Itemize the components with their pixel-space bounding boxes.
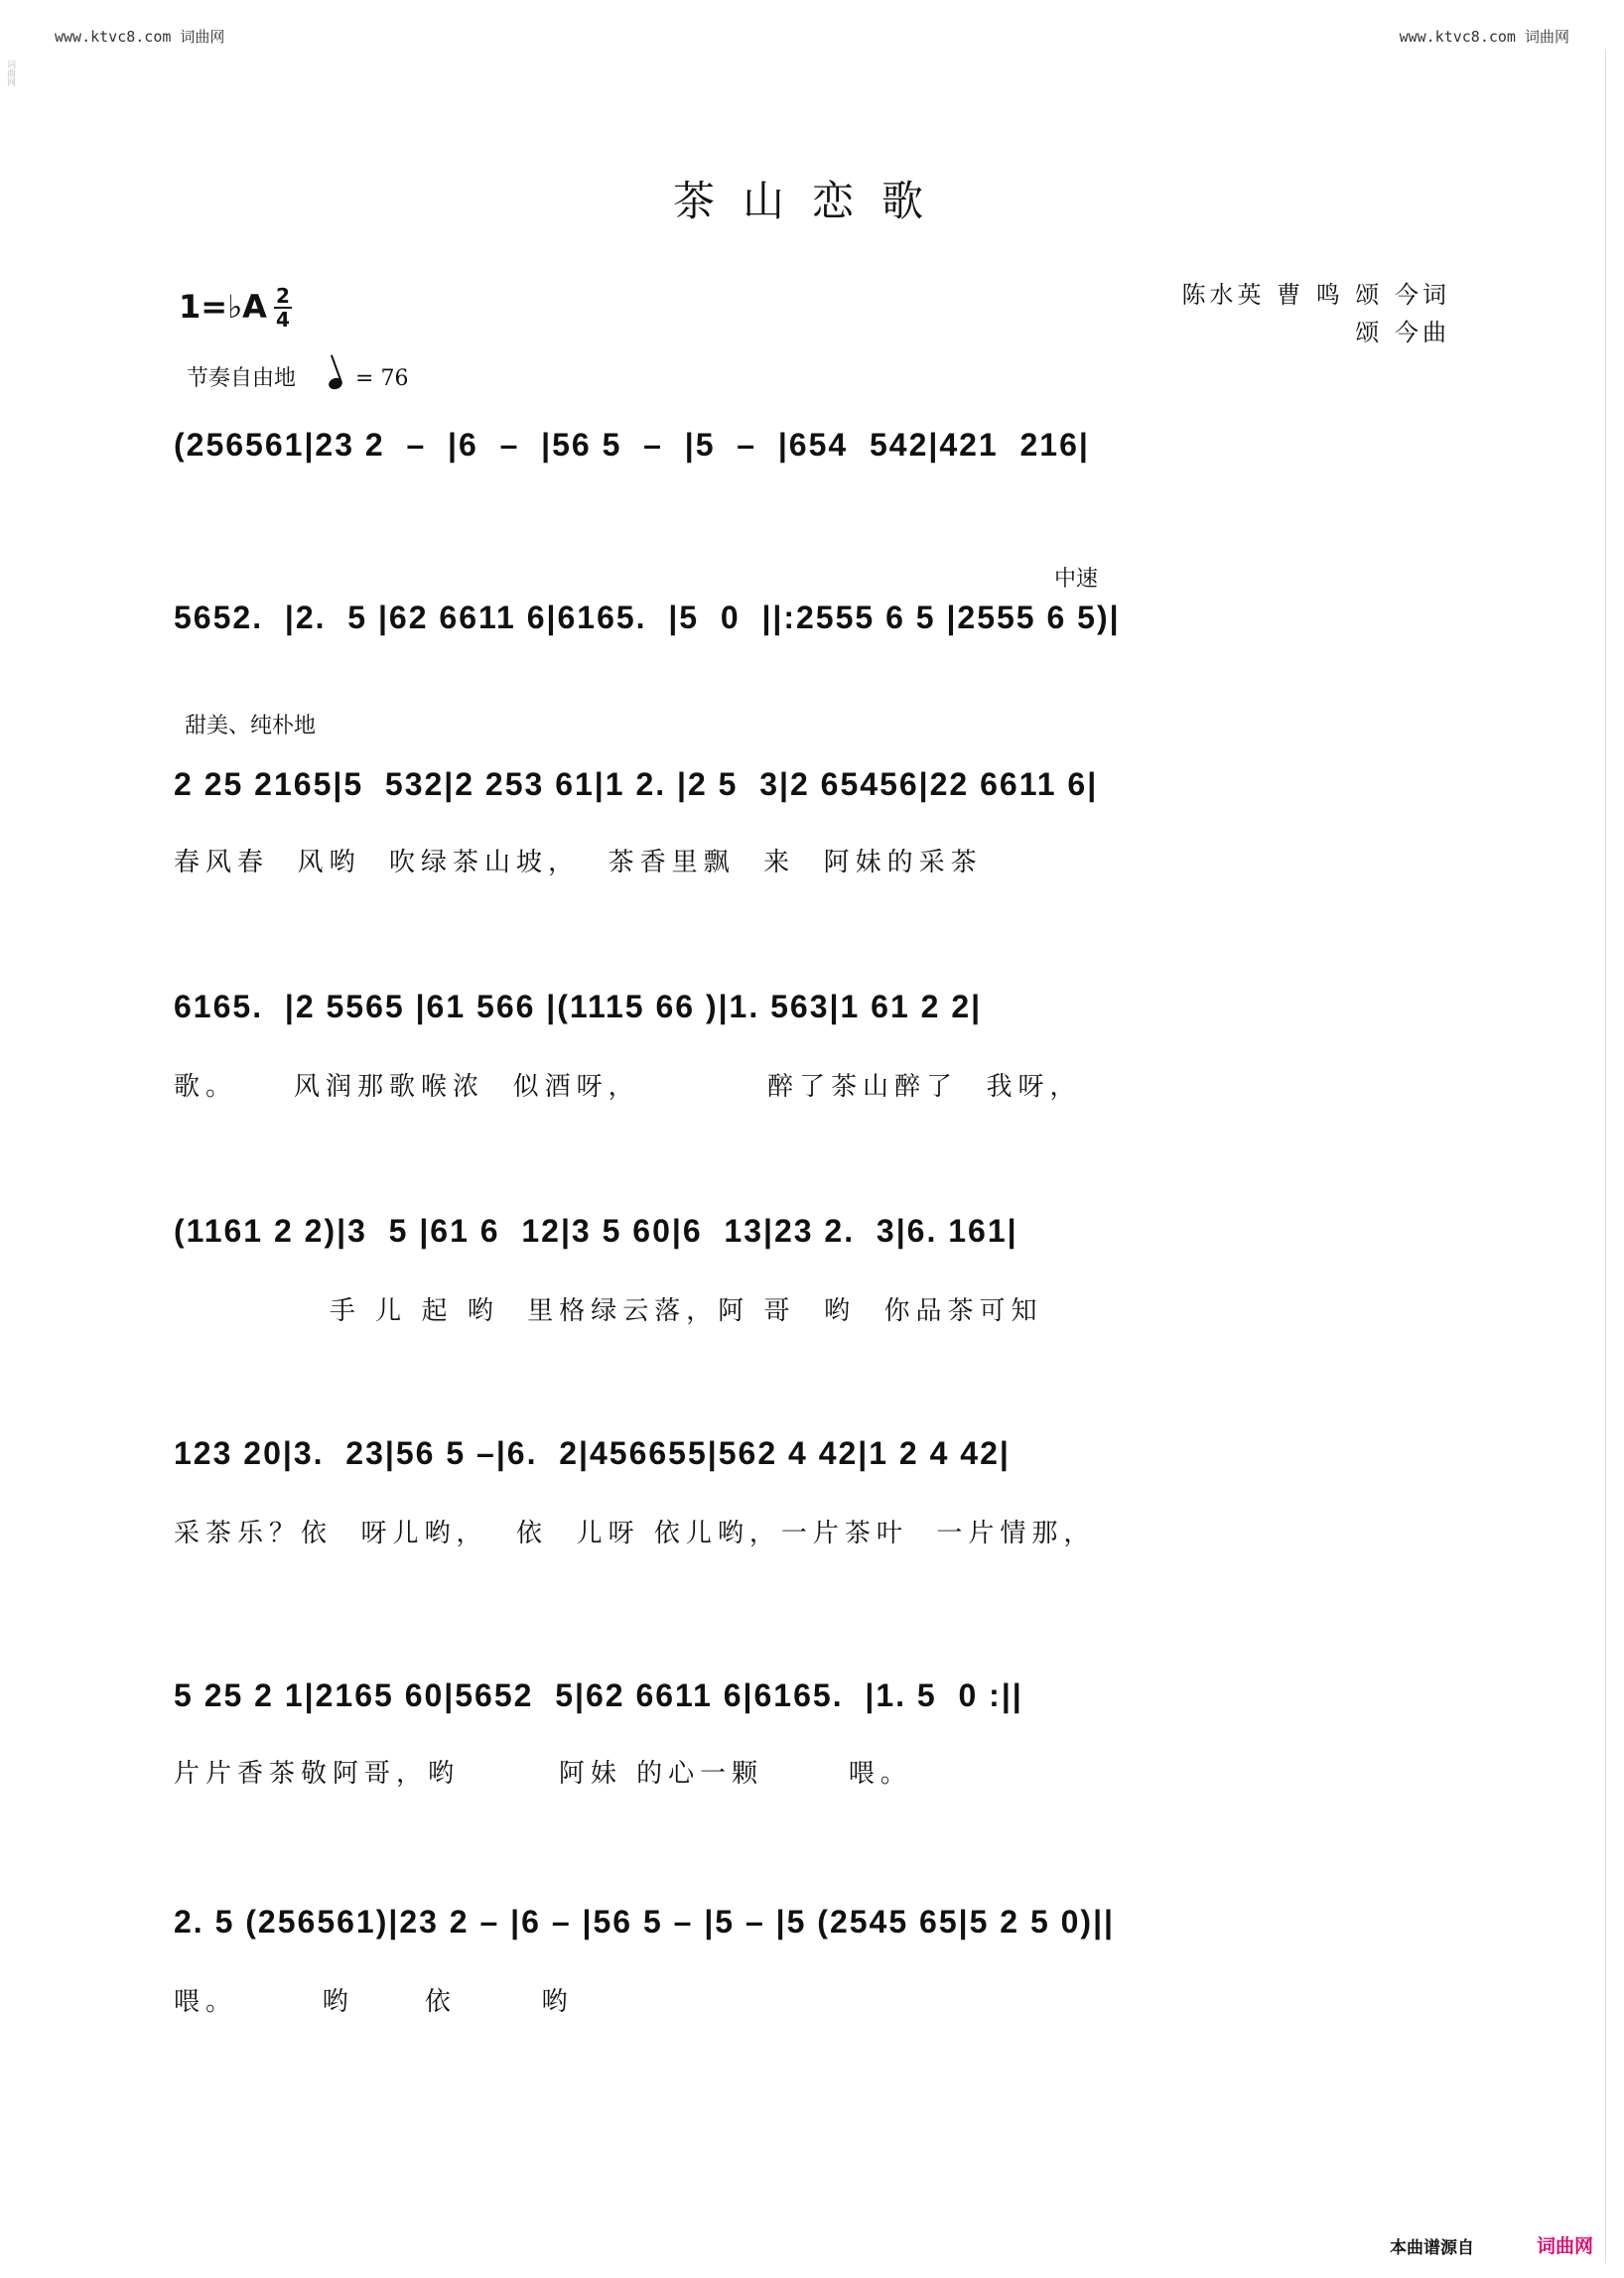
tempo-bpm: = 76 [355, 366, 409, 391]
quarter-note-icon [328, 376, 344, 391]
notation-row-4: 6165. |2 5565 |61 566 |(1115 66 )|1. 563|1 61 2 2| [174, 989, 983, 1024]
lyric-line-4: 采茶乐？依 呀儿哟， 依 儿呀 依儿哟，一片茶叶 一片情那， [174, 1519, 1096, 1548]
lyric-line-3: 手 儿 起 哟 里格绿云落，阿 哥 哟 你品茶可知 [174, 1296, 1043, 1326]
lyric-line-5: 片片香茶敬阿哥，哟 阿妹 的心一颗 喂。 [174, 1759, 912, 1789]
notation-row-3: 2 25 2165|5 532|2 253 61|1 2. |2 5 3|2 65456|22 6611 6| [174, 766, 1099, 802]
notation-row-2: 5652. |2. 5 |62 6611 6|6165. |5 0 ||:2555 6 5 |2555 6 5)| [174, 600, 1121, 635]
tempo-text: 节奏自由地 [187, 366, 297, 391]
notation-row-1: (256561|23 2 – |6 – |56 5 – |5 – |654 542|421 216| [174, 427, 1090, 463]
tempo-marking [187, 361, 408, 392]
lyric-line-2: 歌。 风润那歌喉浓 似酒呀， 醉了茶山醉了 我呀， [174, 1072, 1082, 1102]
song-title: 茶山恋歌 [672, 177, 951, 225]
header-site-left[interactable]: www.ktvc8.com 词曲网 [55, 28, 225, 46]
notation-row-7: 5 25 2 1|2165 60|5652 5|62 6611 6|6165. |1. 5 0 :|| [174, 1677, 1023, 1713]
sidebar-watermark [0, 0, 18, 2278]
credits [1181, 276, 1450, 351]
time-signature-bottom: 4 [276, 308, 290, 332]
lyric-line-6: 喂。 哟 依 哟 [174, 1987, 574, 2017]
lyricists: 陈水英 曹 鸣 颂 今词 [1181, 281, 1450, 309]
right-border-rule [1605, 50, 1606, 2263]
tempo-change-medium: 中速 [1054, 567, 1099, 592]
sidebar-watermark-text: 词曲网 [5, 60, 15, 86]
header-site-right[interactable]: www.ktvc8.com 词曲网 [1399, 28, 1569, 46]
composer: 颂 今曲 [1355, 319, 1450, 346]
time-signature-top: 2 [276, 284, 290, 308]
notation-row-5: (1161 2 2)|3 5 |61 6 12|3 5 60|6 13|23 2. 3|6. 161| [174, 1213, 1018, 1249]
notation-row-8: 2. 5 (256561)|23 2 – |6 – |56 5 – |5 – |5 (2545 65|5 2 5 0)|| [174, 1904, 1115, 1940]
key-signature: 1=♭A [179, 288, 267, 326]
footer-brand-logo[interactable]: 词曲网 [1537, 2235, 1594, 2257]
footer-source-text: 本曲谱源自 [1390, 2238, 1474, 2258]
notation-row-6: 123 20|3. 23|56 5 –|6. 2|456655|562 4 42|1 2 4 42| [174, 1435, 1011, 1471]
expression-mark: 甜美、纯朴地 [185, 714, 317, 738]
time-signature [274, 286, 292, 330]
lyric-line-1: 春风春 风哟 吹绿茶山坡， 茶香里飘 来 阿妹的采茶 [174, 848, 983, 877]
